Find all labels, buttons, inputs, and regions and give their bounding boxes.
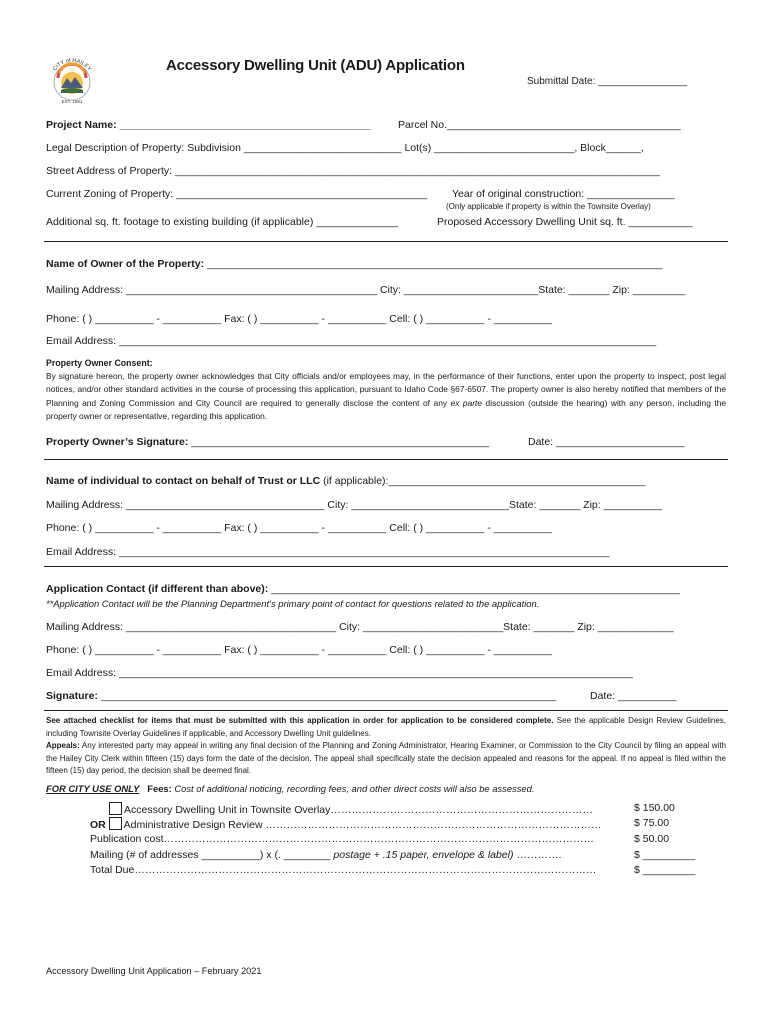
mailing-dots: ………….	[513, 849, 562, 861]
fee-item-mailing[interactable]	[90, 849, 561, 861]
divider	[44, 241, 728, 242]
townsite-checkbox[interactable]	[109, 802, 122, 815]
consent-title: Property Owner Consent:	[46, 358, 153, 368]
fee-item-total: Total Due……………………………………………………………………………………………………………………	[90, 864, 597, 876]
fee-item-publication: Publication cost……………………………………………………………………………………………………………	[90, 833, 595, 845]
owner-signature-label: Property Owner’s Signature:	[46, 436, 189, 448]
fee-amount: $ 50.00	[634, 833, 670, 845]
consent-paragraph: By signature hereon, the property owner acknowledges that City officials and/or employees may, in the performance of their functions, enter upon the property to inspect, post legal notices, and/or other standard activities in the course of processing this application, pursuant to Idaho Code §67-6507. The property owner is also hereby notified that members of the Planning and Zoning Commission and City Council are required to generally disclose the content of any ex parte discussion (outside the hearing) with any person, including the property owner or representative, regarding this application.	[46, 371, 727, 421]
trust-contact-field[interactable]	[46, 475, 645, 487]
trust-phone-field[interactable]: Phone: ( ) __________ - __________ Fax: ( ) __________ - __________ Cell: ( ) __________ - __________	[46, 522, 553, 534]
submittal-date-field[interactable]: Submittal Date: ________________	[527, 76, 688, 87]
street-address-field[interactable]: Street Address of Property: ___________________________________________________________________________________	[46, 165, 660, 177]
contact-signature-field[interactable]	[46, 690, 556, 702]
page-footer: Accessory Dwelling Unit Application – February 2021	[46, 966, 262, 976]
city-seal-logo	[44, 52, 100, 108]
fee-item-label: Mailing (# of addresses __________) x (. ________	[90, 849, 334, 861]
fee-item-townsite	[109, 802, 593, 816]
or-label: OR	[90, 819, 106, 831]
divider	[44, 710, 728, 711]
year-construction-field[interactable]: Year of original construction: _______________	[452, 188, 675, 200]
fee-item-label: Accessory Dwelling Unit in Townsite Overlay…………………………………………………………………	[124, 804, 593, 816]
city-use-header	[46, 783, 534, 794]
application-contact-label: Application Contact (if different than above):	[46, 583, 269, 595]
owner-name-line: ______________________________________________________________________________	[204, 258, 663, 270]
trust-mailing-field[interactable]: Mailing Address: __________________________________ City: ___________________________State: _______ Zip: __________	[46, 499, 662, 511]
owner-mailing-field[interactable]: Mailing Address: ___________________________________________ City: _______________________State: _______ Zip: _________	[46, 284, 686, 296]
overlay-note: (Only applicable if property is within the Townsite Overlay)	[446, 202, 651, 211]
divider	[44, 566, 728, 567]
design-review-checkbox[interactable]	[109, 817, 122, 830]
contact-signature-line: ______________________________________________________________________________	[97, 690, 557, 702]
seal-bottom-text: EST. 1881	[61, 99, 83, 104]
appeals-note: Appeals: Any interested party may appeal in writing any final decision of the Planning and Zoning Administrator, Hearing Examiner, or Commission to the City Council by filing an appeal with the Hailey City Clerk within fifteen (15) days form the date of the decision. The appeal shall specifically state the decision appealed and reasons for the appeal. If no appeal is filed within the fifteen (15) day period, the decision shall be deemed final.	[46, 741, 726, 775]
contact-email-field[interactable]: Email Address: ________________________________________________________________________________________	[46, 667, 633, 679]
fee-amount: $ 150.00	[634, 802, 675, 814]
owner-email-field[interactable]: Email Address: ____________________________________________________________________________________________	[46, 335, 657, 347]
fee-amount-field[interactable]: $ _________	[634, 849, 696, 861]
fees-label: Fees:	[147, 783, 172, 794]
owner-name-field[interactable]	[46, 258, 663, 270]
fee-amount: $ 75.00	[634, 817, 670, 829]
contact-mailing-field[interactable]: Mailing Address: ____________________________________ City: ________________________State: _______ Zip: _____________	[46, 621, 674, 633]
fee-item-label: Administrative Design Review ……………………………………………………………………………………	[123, 819, 602, 831]
application-contact-field[interactable]	[46, 583, 680, 595]
seal-top-text: CITY of HAILEY	[51, 57, 93, 73]
legal-description-field[interactable]: Legal Description of Property: Subdivision ___________________________ Lot(s) ________________________, Block______,	[46, 142, 644, 154]
owner-name-label: Name of Owner of the Property:	[46, 258, 205, 270]
city-use-label: FOR CITY USE ONLY	[46, 783, 140, 794]
divider	[44, 459, 728, 460]
application-contact-note: **Application Contact will be the Planning Department’s primary point of contact for questions related to the application.	[46, 598, 540, 609]
fees-note: Cost of additional noticing, recording fees, and other direct costs will also be assessed.	[171, 783, 535, 794]
trust-contact-label: Name of individual to contact on behalf of Trust or LLC	[46, 475, 321, 487]
additional-sqft-field[interactable]: Additional sq. ft. footage to existing building (if applicable) ______________	[46, 216, 399, 228]
owner-phone-field[interactable]: Phone: ( ) __________ - __________ Fax: ( ) __________ - __________ Cell: ( ) __________ - __________	[46, 313, 553, 325]
checklist-note: See attached checklist for items that must be submitted with this application in order for application to be considered complete. See the applicable Design Review Guidelines, including Townsite Overlay Guidelines if applicable, and Accessory Dwelling Unit guidelines.	[46, 716, 727, 738]
contact-signature-label: Signature:	[46, 690, 98, 702]
fee-item-design-review	[90, 817, 601, 831]
project-name-field[interactable]: Project Name: ___________________________________________	[46, 119, 371, 131]
application-contact-line: ______________________________________________________________________	[268, 583, 680, 595]
owner-signature-line: ___________________________________________________	[188, 436, 490, 448]
total-due-field[interactable]: $ _________	[634, 864, 696, 876]
proposed-adu-sqft-field[interactable]: Proposed Accessory Dwelling Unit sq. ft. ___________	[437, 216, 693, 228]
trust-email-field[interactable]: Email Address: ____________________________________________________________________________________	[46, 546, 610, 558]
contact-phone-field[interactable]: Phone: ( ) __________ - __________ Fax: ( ) __________ - __________ Cell: ( ) __________ - __________	[46, 644, 553, 656]
owner-signature-field[interactable]	[46, 436, 489, 448]
contact-date-field[interactable]: Date: __________	[590, 690, 677, 702]
owner-date-field[interactable]: Date: ______________________	[528, 436, 685, 448]
page-title: Accessory Dwelling Unit (ADU) Application	[166, 57, 465, 74]
parcel-number-field[interactable]: Parcel No.________________________________________	[398, 119, 681, 131]
current-zoning-field[interactable]: Current Zoning of Property: ___________________________________________	[46, 188, 428, 200]
trust-contact-suffix: (if applicable):	[320, 475, 389, 487]
mailing-note: postage + .15 paper, envelope & label)	[333, 849, 514, 861]
trust-contact-line: ____________________________________________	[388, 475, 646, 487]
